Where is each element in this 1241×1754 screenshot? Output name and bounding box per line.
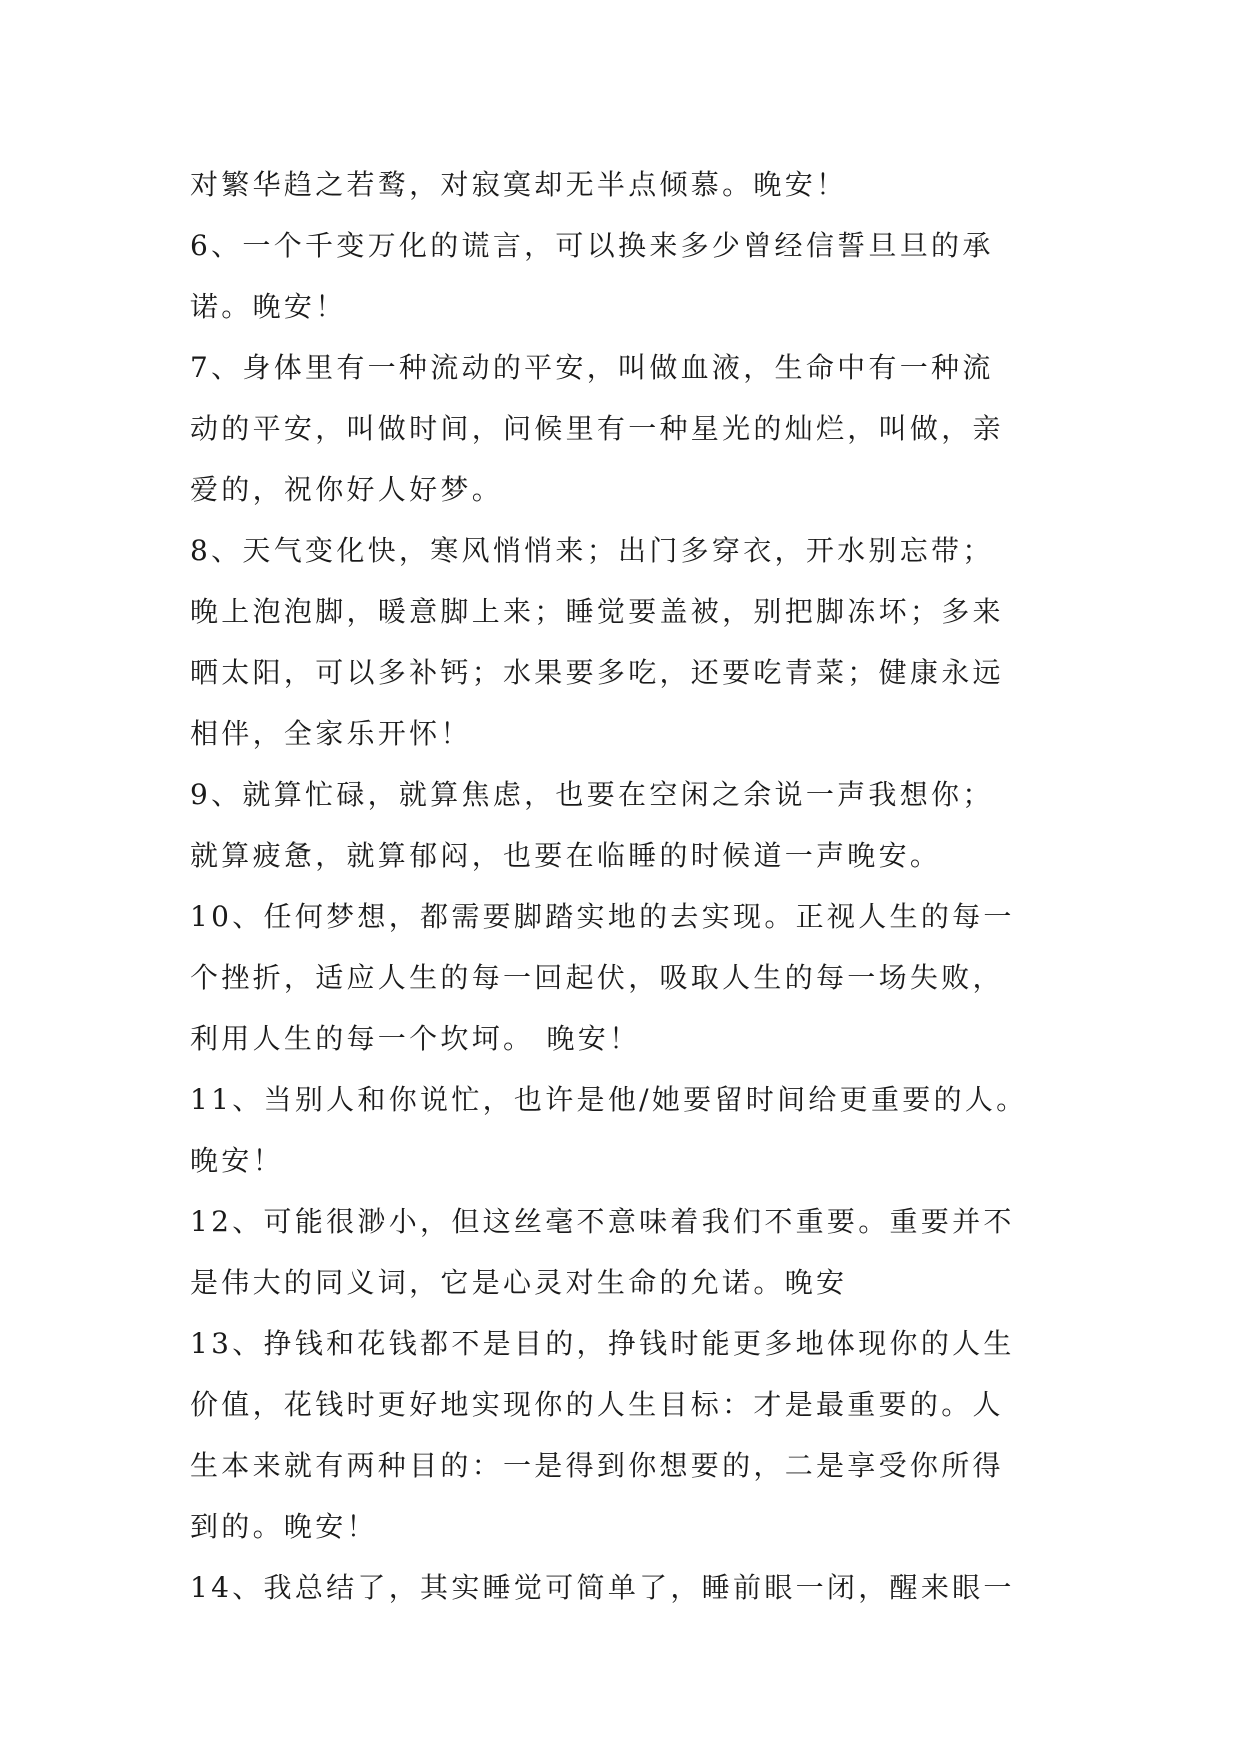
text-line: 价值，花钱时更好地实现你的人生目标：才是最重要的。人 bbox=[190, 1388, 1004, 1421]
text-line: 利用人生的每一个坎坷。 晚安！ bbox=[190, 1022, 641, 1055]
text-line: 6、一个千变万化的谎言，可以换来多少曾经信誓旦旦的承 bbox=[190, 229, 994, 262]
text-line: 爱的，祝你好人好梦。 bbox=[190, 473, 504, 506]
text-line: 14、我总结了，其实睡觉可简单了，睡前眼一闭，醒来眼一 bbox=[190, 1571, 1015, 1604]
document-body bbox=[190, 154, 1070, 1618]
text-line: 9、就算忙碌，就算焦虑，也要在空闲之余说一声我想你； bbox=[190, 778, 994, 811]
text-line: 10、任何梦想，都需要脚踏实地的去实现。正视人生的每一 bbox=[190, 900, 1015, 933]
text-line: 对繁华趋之若鹜，对寂寞却无半点倾慕。晚安！ bbox=[190, 168, 848, 201]
text-line: 7、身体里有一种流动的平安，叫做血液，生命中有一种流 bbox=[190, 351, 994, 384]
text-line: 12、可能很渺小，但这丝毫不意味着我们不重要。重要并不 bbox=[190, 1205, 1015, 1238]
text-line: 动的平安，叫做时间，问候里有一种星光的灿烂，叫做，亲 bbox=[190, 412, 1004, 445]
text-line: 就算疲惫，就算郁闷，也要在临睡的时候道一声晚安。 bbox=[190, 839, 942, 872]
text-line: 诺。晚安！ bbox=[190, 290, 347, 323]
text-line: 生本来就有两种目的：一是得到你想要的，二是享受你所得 bbox=[190, 1449, 1004, 1482]
text-line: 个挫折，适应人生的每一回起伏，吸取人生的每一场失败， bbox=[190, 961, 1004, 994]
text-line: 11、当别人和你说忙，也许是他/她要留时间给更重要的人。 bbox=[190, 1083, 1028, 1116]
text-line: 晚安！ bbox=[190, 1144, 284, 1177]
text-line: 相伴，全家乐开怀！ bbox=[190, 717, 472, 750]
text-line: 是伟大的同义词，它是心灵对生命的允诺。晚安 bbox=[190, 1266, 848, 1299]
text-line: 晚上泡泡脚，暖意脚上来；睡觉要盖被，别把脚冻坏；多来 bbox=[190, 595, 1004, 628]
text-line: 晒太阳，可以多补钙；水果要多吃，还要吃青菜；健康永远 bbox=[190, 656, 1004, 689]
text-line: 8、天气变化快，寒风悄悄来；出门多穿衣，开水别忘带； bbox=[190, 534, 994, 567]
text-line: 13、挣钱和花钱都不是目的，挣钱时能更多地体现你的人生 bbox=[190, 1327, 1015, 1360]
text-line: 到的。晚安！ bbox=[190, 1510, 378, 1543]
